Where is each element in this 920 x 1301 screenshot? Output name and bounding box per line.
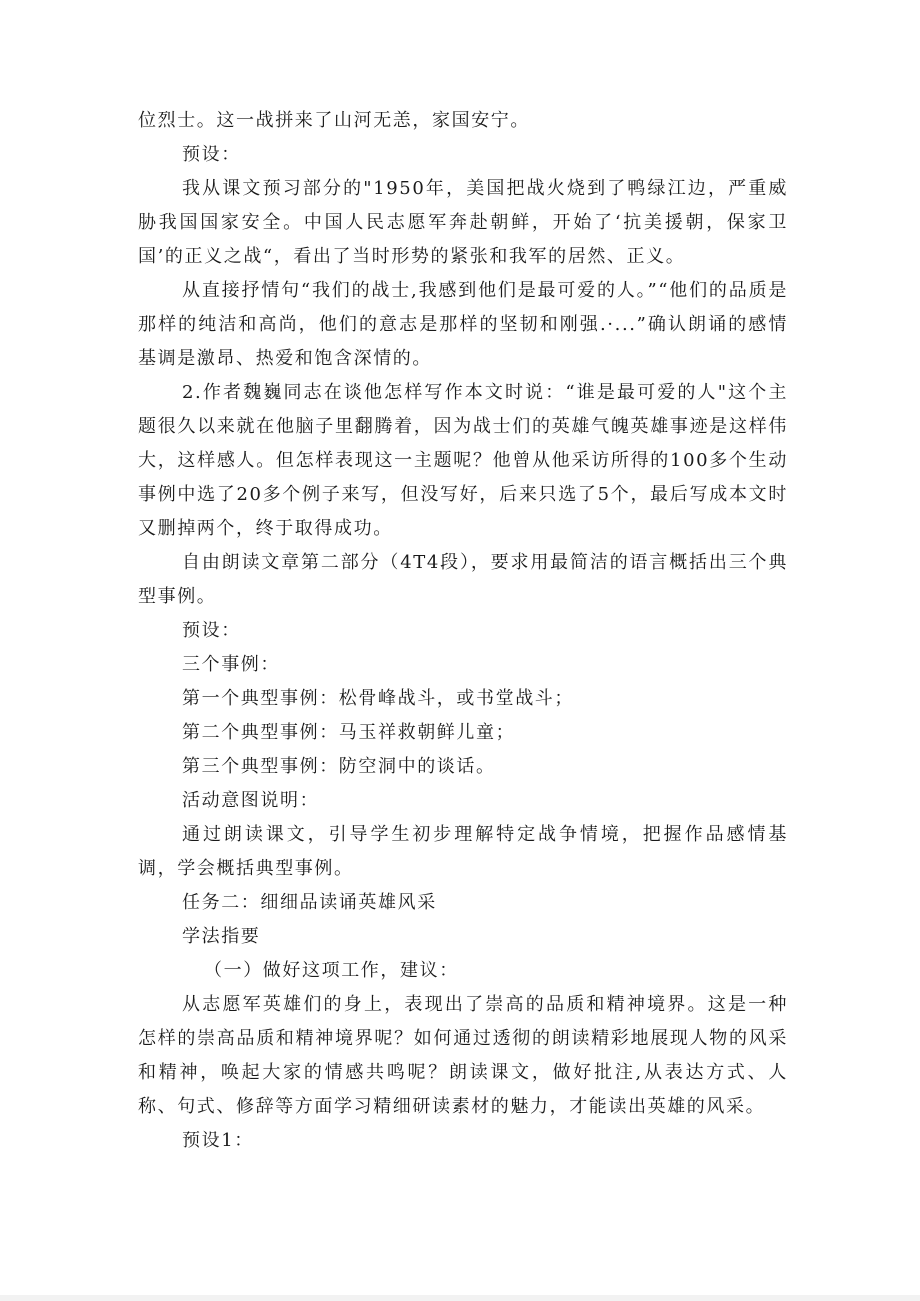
paragraph-lyric-quote: 从直接抒情句“我们的战士,我感到他们是最可爱的人。”“他们的品质是那样的纯洁和高尚，他们的意志是那样的坚韧和刚强.·...”确认朗诵的感情基调是激昂、热爱和饱含深情的。 bbox=[138, 280, 788, 369]
heading-suggestion: （一）做好这项工作，建议： bbox=[204, 960, 459, 981]
page-bottom-edge bbox=[0, 1295, 920, 1301]
paragraph-example-2: 第二个典型事例：马玉祥救朝鲜儿童； bbox=[182, 722, 516, 743]
paragraph-intent-detail: 通过朗读课文，引导学生初步理解特定战争情境，把握作品感情基调，学会概括典型事例。 bbox=[138, 824, 788, 879]
paragraph-hero-quality: 从志愿军英雄们的身上，表现出了崇高的品质和精神境界。这是一种怎样的崇高品质和精神境界呢？如何通过透彻的朗读精彩地展现人物的风采和精神，唤起大家的情感共鸣呢？朗读课文，做好批注,从表达方式、人称、句式、修辞等方面学习精细研读素材的魅力，才能读出英雄的风采。 bbox=[138, 994, 788, 1117]
paragraph-author-writing: 2.作者魏巍同志在谈他怎样写作本文时说：“谁是最可爱的人"这个主题很久以来就在他脑子里翻腾着，因为战士们的英雄气魄英雄事迹是这样伟大，这样感人。但怎样表现这一主题呢？他曾从他采访所得的100多个生动事例中选了20多个例子来写，但没写好，后来只选了5个，最后写成本文时又删掉两个，终于取得成功。 bbox=[138, 382, 788, 539]
paragraph-preset-3: 预设1： bbox=[182, 1130, 254, 1151]
paragraph-three-examples: 三个事例： bbox=[182, 654, 280, 675]
paragraph-example-3: 第三个典型事例：防空洞中的谈话。 bbox=[182, 756, 496, 777]
heading-study-guide: 学法指要 bbox=[182, 926, 261, 947]
paragraph-preset-1: 预设： bbox=[182, 144, 241, 165]
heading-task-two: 任务二：细细品读诵英雄风采 bbox=[182, 892, 437, 913]
paragraph-preview-quote: 我从课文预习部分的"1950年，美国把战火烧到了鸭绿江边，严重威胁我国国家安全。中国人民志愿军奔赴朝鲜，开始了‘抗美援朝，保家卫国’的正义之战“，看出了当时形势的紧张和我军的居然、正义。 bbox=[138, 178, 788, 267]
paragraph-activity-intent: 活动意图说明： bbox=[182, 790, 320, 811]
paragraph-preset-2: 预设： bbox=[182, 620, 241, 641]
paragraph-martyrs-line: 位烈士。这一战拼来了山河无恙，家国安宁。 bbox=[138, 110, 530, 131]
paragraph-free-reading: 自由朗读文章第二部分（4T4段），要求用最简洁的语言概括出三个典型事例。 bbox=[138, 552, 788, 607]
paragraph-example-1: 第一个典型事例：松骨峰战斗，或书堂战斗； bbox=[182, 688, 574, 709]
document-page bbox=[138, 104, 788, 1158]
